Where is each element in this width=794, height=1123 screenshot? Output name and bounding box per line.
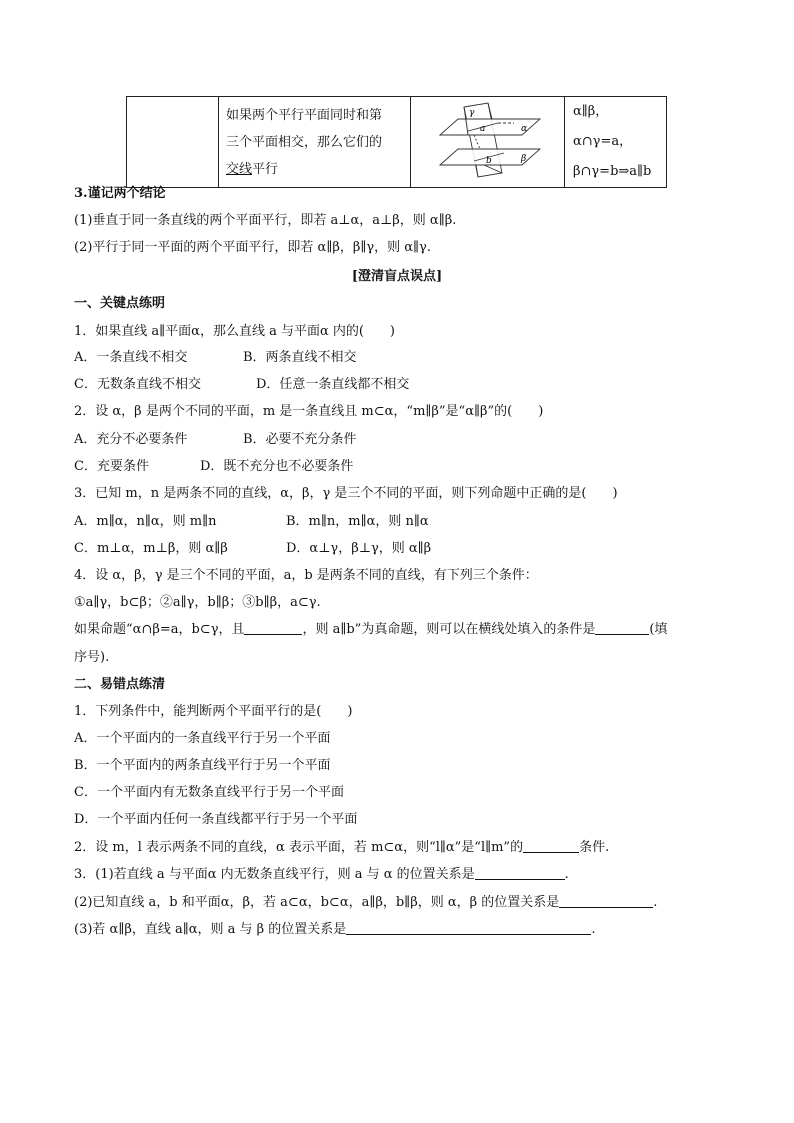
table-row: [127, 97, 667, 188]
answer-blank[interactable]: [346, 921, 591, 935]
q4-text-b: ，则 a∥b”为真命题，则可以在横线处填入的条件是: [302, 622, 596, 637]
option-b: B．m∥n，m∥α，则 n∥α: [286, 514, 429, 529]
question-4: 4．设 α，β，γ 是三个不同的平面，a，b 是两条不同的直线，有下列三个条件：: [74, 568, 538, 583]
theorem-text-line3: [226, 156, 410, 183]
question-2: 2．设 α，β 是两个不同的平面，m 是一条直线且 m⊂α，“m∥β”是“α∥β”的( ): [74, 404, 544, 419]
option-a: A．一条直线不相交: [74, 350, 188, 365]
period: .: [653, 895, 658, 910]
answer-blank[interactable]: [475, 866, 565, 880]
q2-text: 2．设 m，l 表示两条不同的直线，α 表示平面，若 m⊂α，则“l∥α”是“l∥m”的: [74, 840, 524, 855]
period: .: [564, 867, 569, 882]
q2-text-end: 条件.: [579, 840, 610, 855]
label-alpha: α: [520, 124, 527, 134]
label-gamma: γ: [468, 108, 474, 118]
question-2: [74, 836, 609, 855]
part2-heading: 二、易错点练清: [74, 677, 166, 692]
period: .: [591, 922, 596, 937]
table-cell-empty: [127, 97, 219, 188]
table-cell-figure: [411, 97, 565, 188]
section-heading: 3.谨记两个结论: [74, 186, 166, 201]
conclusion-2: (2)平行于同一平面的两个平面平行，即若 α∥β，β∥γ，则 α∥γ.: [74, 240, 431, 255]
underlined-term: 交线: [226, 161, 253, 177]
question-1: 1．如果直线 a∥平面α，那么直线 a 与平面α 内的( ): [74, 324, 396, 339]
question-4-statement: [74, 618, 667, 637]
option-d: D．既不充分也不必要条件: [200, 459, 354, 474]
question-4-end: 序号).: [74, 650, 110, 665]
gamma-edge: [484, 165, 502, 173]
gamma-edge-hidden: [474, 135, 480, 149]
question-4-conditions: ①a∥γ，b⊂β；②a∥γ，b∥β；③b∥β，a⊂γ.: [74, 595, 321, 610]
conclusion-1: (1)垂直于同一条直线的两个平面平行，即若 a⊥α，a⊥β，则 α∥β.: [74, 213, 457, 228]
option-c: C．m⊥α，m⊥β，则 α∥β: [74, 541, 228, 556]
label-a: a: [479, 124, 485, 134]
theorem-table: [126, 96, 667, 188]
gamma-edge: [488, 103, 492, 119]
parallel-planes-figure: [418, 101, 558, 179]
label-beta: β: [520, 154, 526, 164]
option-a: A．一个平面内的一条直线平行于另一个平面: [74, 731, 331, 746]
formula-line2: β∩γ=b⇒a∥b: [573, 164, 652, 179]
q3-1-text: 3．(1)若直线 a 与平面α 内无数条直线平行，则 a 与 α 的位置关系是: [74, 867, 475, 882]
table-cell-text: [219, 97, 411, 188]
answer-blank[interactable]: [244, 621, 302, 635]
option-c: C．充要条件: [74, 459, 149, 474]
answer-blank[interactable]: [595, 621, 649, 635]
option-a: A．m∥α，n∥α，则 m∥n: [74, 514, 217, 529]
option-b: B．一个平面内的两条直线平行于另一个平面: [74, 758, 331, 773]
q3-3-text: (3)若 α∥β，直线 a∥α，则 a 与 β 的位置关系是: [74, 922, 347, 937]
theorem-text-line1: 如果两个平行平面同时和第: [226, 107, 383, 123]
q4-text-a: 如果命题“α∩β=a，b⊂γ，且: [74, 622, 245, 637]
answer-blank[interactable]: [559, 894, 653, 908]
option-c: C．一个平面内有无数条直线平行于另一个平面: [74, 785, 344, 800]
theorem-text-end: 平行: [252, 161, 279, 177]
table-cell-formula: [565, 97, 667, 188]
question-3: 3．已知 m，n 是两条不同的直线，α，β，γ 是三个不同的平面，则下列命题中正确的是( ): [74, 486, 618, 501]
theorem-text-line2: 三个平面相交，那么它们的: [226, 134, 383, 150]
option-b: B．两条直线不相交: [243, 350, 357, 365]
page-section-title: [澄清盲点误点]: [351, 269, 443, 284]
option-a: A．充分不必要条件: [74, 432, 188, 447]
gamma-edge: [476, 165, 478, 177]
answer-blank[interactable]: [523, 839, 579, 853]
option-c: C．无数条直线不相交: [74, 377, 201, 392]
option-b: B．必要不充分条件: [243, 432, 357, 447]
question-3-2: [74, 891, 657, 910]
label-b: b: [485, 156, 492, 166]
question-3-3: [74, 918, 595, 937]
formula-line1: α∥β，α∩γ=a，: [573, 104, 633, 149]
option-d: D．一个平面内任何一条直线都平行于另一个平面: [74, 812, 358, 827]
question-3-1: [74, 863, 569, 882]
option-d: D．任意一条直线都不相交: [256, 377, 410, 392]
question-1: 1．下列条件中，能判断两个平面平行的是( ): [74, 704, 353, 719]
part1-heading: 一、关键点练明: [74, 296, 166, 311]
q3-2-text: (2)已知直线 a，b 和平面α，β，若 a⊂α，b⊂α，a∥β，b∥β，则 α，β 的位置关系是: [74, 895, 560, 910]
option-d: D．α⊥γ，β⊥γ，则 α∥β: [286, 541, 432, 556]
q4-text-c: (填: [649, 622, 668, 637]
